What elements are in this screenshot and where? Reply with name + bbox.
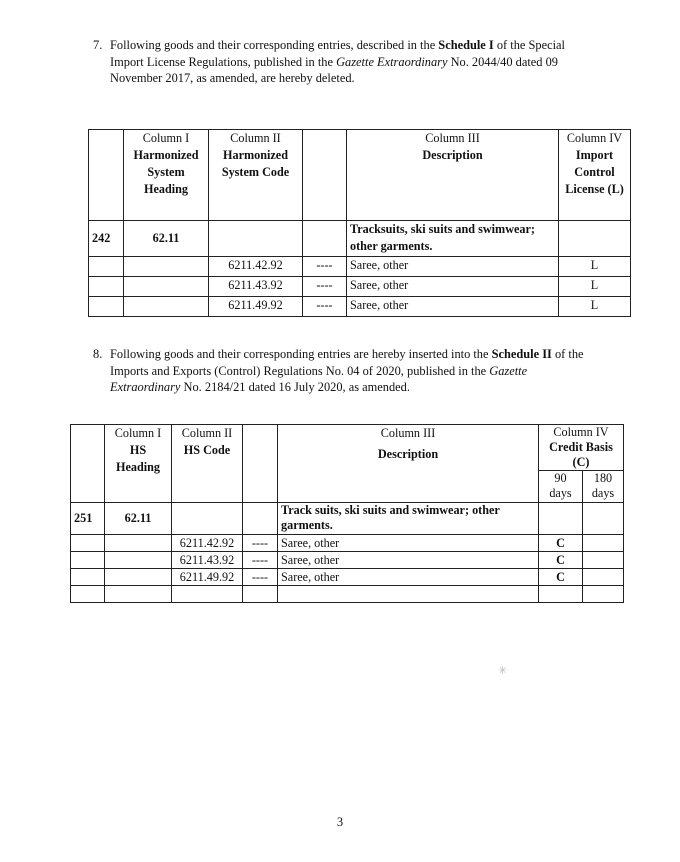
table-1-col3-label: Column III — [425, 131, 480, 145]
table-1-empty-cell — [89, 297, 124, 317]
table-1-col4-label: Column IV — [566, 131, 623, 145]
paragraph-8 — [93, 346, 592, 396]
table-2-empty-cell — [105, 535, 172, 552]
table-2-empty-cell — [583, 569, 624, 586]
paragraph-7-text-mid: of the Special Import License Regulations, published in the — [110, 38, 565, 69]
table-2-header-col1 — [105, 425, 172, 503]
table-2-col4-title: Credit Basis (C) — [549, 440, 613, 469]
paragraph-8-text-pre: Following goods and their corresponding entries are hereby inserted into the — [110, 347, 492, 361]
table-2-code: 6211.49.92 — [172, 569, 243, 586]
table-2-dash: ---- — [243, 535, 278, 552]
table-1-empty-cell — [303, 221, 347, 257]
paragraph-7-number: 7. — [93, 38, 103, 52]
table-row — [89, 257, 631, 277]
table-2-empty-cell — [71, 586, 105, 603]
table-2-empty-cell — [583, 503, 624, 535]
table-2-col3-title: Description — [377, 447, 439, 461]
paragraph-8-text-mid: of the Imports and Exports (Control) Regulations No. 04 of 2020, published in the — [110, 347, 584, 378]
table-row — [89, 297, 631, 317]
table-1-empty-cell — [89, 277, 124, 297]
table-2-heading-row — [71, 503, 624, 535]
table-1-col2-label: Column II — [230, 131, 281, 145]
table-1-col3-title: Description — [422, 148, 483, 162]
table-2-col2-title: HS Code — [183, 443, 231, 457]
table-2-header-col2 — [172, 425, 243, 503]
paragraph-7-gazette: Gazette Extraordinary — [336, 54, 448, 69]
table-row — [71, 569, 624, 586]
table-2-empty-cell — [243, 586, 278, 603]
table-2-empty-cell — [583, 586, 624, 603]
table-1-header-col4 — [559, 130, 631, 221]
table-2-header-dash — [243, 425, 278, 503]
table-1-dash: ---- — [303, 297, 347, 317]
table-2-credit: C — [539, 569, 583, 586]
table-row — [71, 535, 624, 552]
paragraph-8-text-post: No. 2184/21 dated 16 July 2020, as amended. — [180, 380, 410, 394]
table-2-code: 6211.42.92 — [172, 535, 243, 552]
table-2-col2-label: Column II — [181, 426, 233, 440]
table-1-code: 6211.49.92 — [209, 297, 303, 317]
paragraph-7-text-pre: Following goods and their corresponding entries, described in the — [110, 38, 439, 52]
table-1-description: Saree, other — [347, 297, 559, 317]
table-2-empty-cell — [105, 586, 172, 603]
scan-speck: ✳ — [498, 665, 508, 677]
table-2-empty-cell — [539, 586, 583, 603]
page-number: 3 — [336, 815, 344, 829]
table-1-header-serial — [89, 130, 124, 221]
table-2-col3-label: Column III — [380, 426, 436, 440]
table-row-empty — [71, 586, 624, 603]
table-2-dash: ---- — [243, 569, 278, 586]
table-1-col1-label: Column I — [142, 131, 190, 145]
table-schedule-1 — [88, 129, 631, 317]
table-1-empty-cell — [209, 221, 303, 257]
table-2-col4-label: Column IV — [553, 425, 609, 439]
table-2-header-serial — [71, 425, 105, 503]
table-2-col1-title: HS Heading — [115, 443, 161, 474]
table-1-dash: ---- — [303, 257, 347, 277]
table-2-empty-cell — [583, 552, 624, 569]
table-2-empty-cell — [105, 552, 172, 569]
table-1-header-row — [89, 130, 631, 221]
paragraph-8-gazette: Gazette Extraordinary — [110, 363, 528, 394]
table-2-empty-cell — [71, 552, 105, 569]
table-1-header-dash — [303, 130, 347, 221]
table-2-header-col4 — [539, 425, 624, 471]
table-1-header-col2 — [209, 130, 303, 221]
table-2-header-180-days: 180 days — [583, 471, 624, 503]
table-1-license: L — [559, 297, 631, 317]
table-1-header-col1 — [124, 130, 209, 221]
table-2-heading: 62.11 — [105, 503, 172, 535]
table-2-empty-cell — [539, 503, 583, 535]
table-2-header-col3 — [278, 425, 539, 503]
table-2-empty-cell — [71, 569, 105, 586]
table-1-serial: 242 — [89, 221, 124, 257]
paragraph-7 — [93, 37, 590, 87]
table-2-empty-cell — [105, 569, 172, 586]
table-1-heading-description: Tracksuits, ski suits and swimwear; other garments. — [347, 221, 559, 257]
paragraph-7-schedule: Schedule I — [438, 38, 494, 52]
table-2-heading-description: Track suits, ski suits and swimwear; other garments. — [278, 503, 539, 535]
table-2-col1-label: Column I — [114, 426, 162, 440]
table-2-empty-cell — [71, 535, 105, 552]
table-2-empty-cell — [172, 586, 243, 603]
table-2-header-row-1 — [71, 425, 624, 471]
table-1-heading: 62.11 — [124, 221, 209, 257]
table-1-empty-cell — [89, 257, 124, 277]
table-1-license: L — [559, 257, 631, 277]
table-1-heading-row — [89, 221, 631, 257]
table-1-empty-cell — [124, 297, 209, 317]
table-2-description: Saree, other — [278, 552, 539, 569]
table-2-empty-cell — [278, 586, 539, 603]
table-row — [89, 277, 631, 297]
paragraph-8-schedule: Schedule II — [491, 347, 552, 361]
table-1-license: L — [559, 277, 631, 297]
table-1-empty-cell — [124, 277, 209, 297]
table-1-description: Saree, other — [347, 257, 559, 277]
table-1-empty-cell — [559, 221, 631, 257]
table-1-empty-cell — [124, 257, 209, 277]
table-2-dash: ---- — [243, 552, 278, 569]
table-1-col1-title: Harmonized System Heading — [133, 148, 199, 196]
table-2-empty-cell — [583, 535, 624, 552]
table-2-credit: C — [539, 535, 583, 552]
table-2-empty-cell — [243, 503, 278, 535]
paragraph-8-number: 8. — [93, 347, 103, 361]
table-1-code: 6211.42.92 — [209, 257, 303, 277]
table-1-code: 6211.43.92 — [209, 277, 303, 297]
table-row — [71, 552, 624, 569]
table-1-description: Saree, other — [347, 277, 559, 297]
table-2-header-90-days: 90 days — [539, 471, 583, 503]
table-2-serial: 251 — [71, 503, 105, 535]
table-2-empty-cell — [172, 503, 243, 535]
paragraph-7-text-post: No. 2044/40 dated 09 November 2017, as amended, are hereby deleted. — [110, 54, 558, 85]
table-1-header-col3 — [347, 130, 559, 221]
table-2-description: Saree, other — [278, 569, 539, 586]
table-2-code: 6211.43.92 — [172, 552, 243, 569]
table-schedule-2 — [70, 424, 624, 603]
table-2-description: Saree, other — [278, 535, 539, 552]
table-1-dash: ---- — [303, 277, 347, 297]
table-1-col2-title: Harmonized System Code — [221, 148, 290, 179]
table-2-credit: C — [539, 552, 583, 569]
table-1-col4-title: Import Control License (L) — [565, 148, 624, 196]
